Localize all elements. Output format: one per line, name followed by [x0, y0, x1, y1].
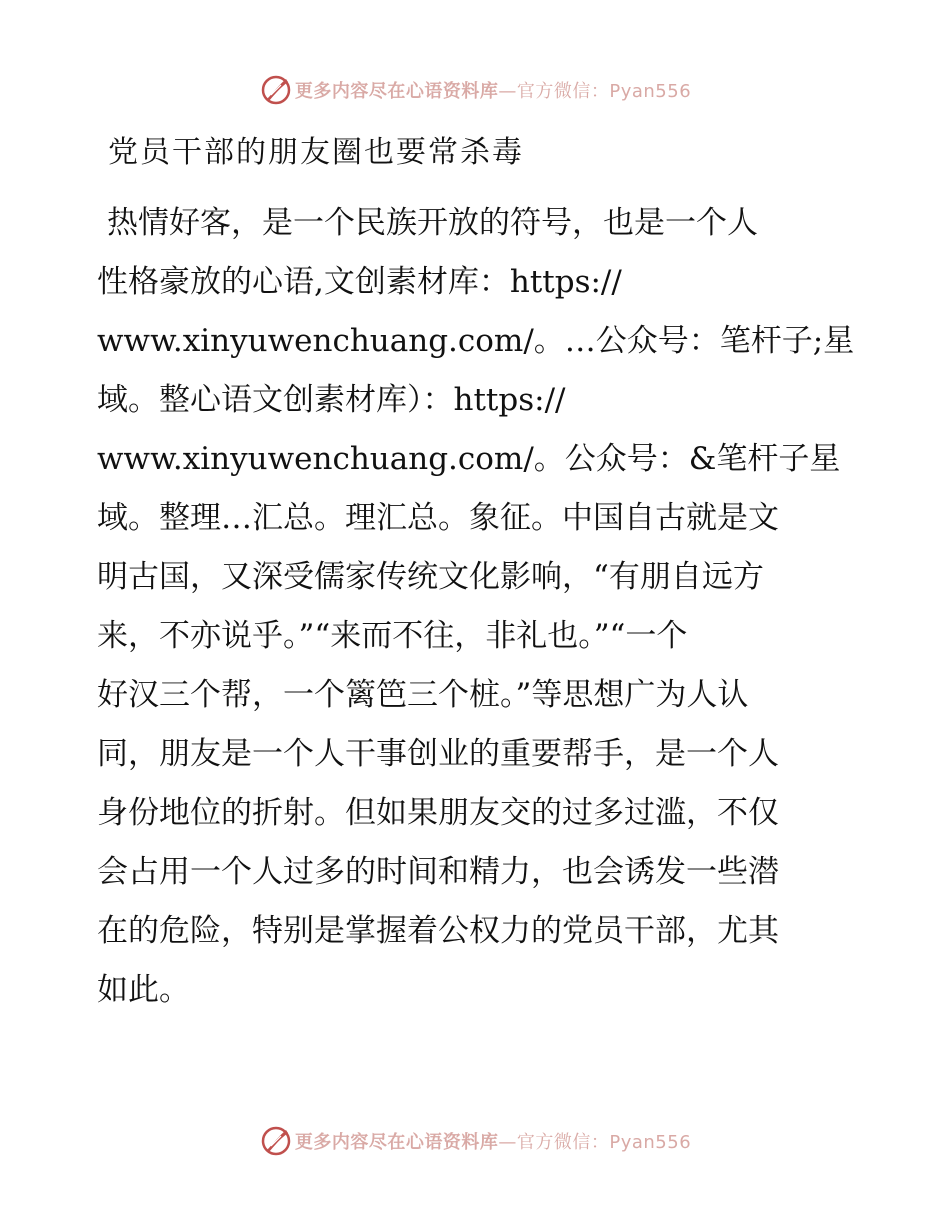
header-separator: —	[498, 81, 517, 102]
header-banner-text	[295, 77, 691, 103]
body-line: 在的危险，特别是掌握着公权力的党员干部，尤其	[97, 913, 779, 949]
body-line: 性格豪放的心语,文创素材库：https://	[97, 264, 622, 300]
body-paragraph	[97, 194, 853, 1020]
body-line: 域。整心语文创素材库）：https://	[97, 382, 566, 418]
body-line: 热情好客，是一个民族开放的符号，也是一个人	[107, 205, 758, 241]
body-line: 会占用一个人过多的时间和精力，也会诱发一些潜	[97, 854, 779, 890]
pen-logo-icon	[259, 1124, 293, 1158]
body-line: www.xinyuwenchuang.com/。…公众号：笔杆子;星	[97, 323, 855, 359]
body-line: 域。整理…汇总。理汇总。象征。中国自古就是文	[97, 500, 779, 536]
body-line: 身份地位的折射。但如果朋友交的过多过滥，不仅	[97, 795, 779, 831]
footer-contact: 官方微信：Pyan556	[516, 1132, 692, 1153]
footer-banner	[0, 1121, 950, 1161]
header-brand: 更多内容尽在心语资料库	[294, 81, 499, 102]
footer-brand: 更多内容尽在心语资料库	[294, 1132, 499, 1153]
body-line: 明古国，又深受儒家传统文化影响，“有朋自远方	[97, 559, 764, 595]
body-line: 同，朋友是一个人干事创业的重要帮手，是一个人	[97, 736, 779, 772]
footer-banner-text	[295, 1128, 691, 1154]
body-line: 来，不亦说乎。”“来而不往，非礼也。”“一个	[97, 618, 688, 654]
header-banner	[0, 70, 950, 110]
document-title: 党员干部的朋友圈也要常杀毒	[108, 135, 524, 170]
pen-logo-icon	[259, 73, 293, 107]
header-contact: 官方微信：Pyan556	[516, 81, 692, 102]
footer-separator: —	[498, 1132, 517, 1153]
body-line: www.xinyuwenchuang.com/。公众号：&笔杆子星	[97, 441, 841, 477]
body-line: 好汉三个帮，一个篱笆三个桩。”等思想广为人认	[97, 677, 749, 713]
body-line: 如此。	[97, 972, 190, 1008]
